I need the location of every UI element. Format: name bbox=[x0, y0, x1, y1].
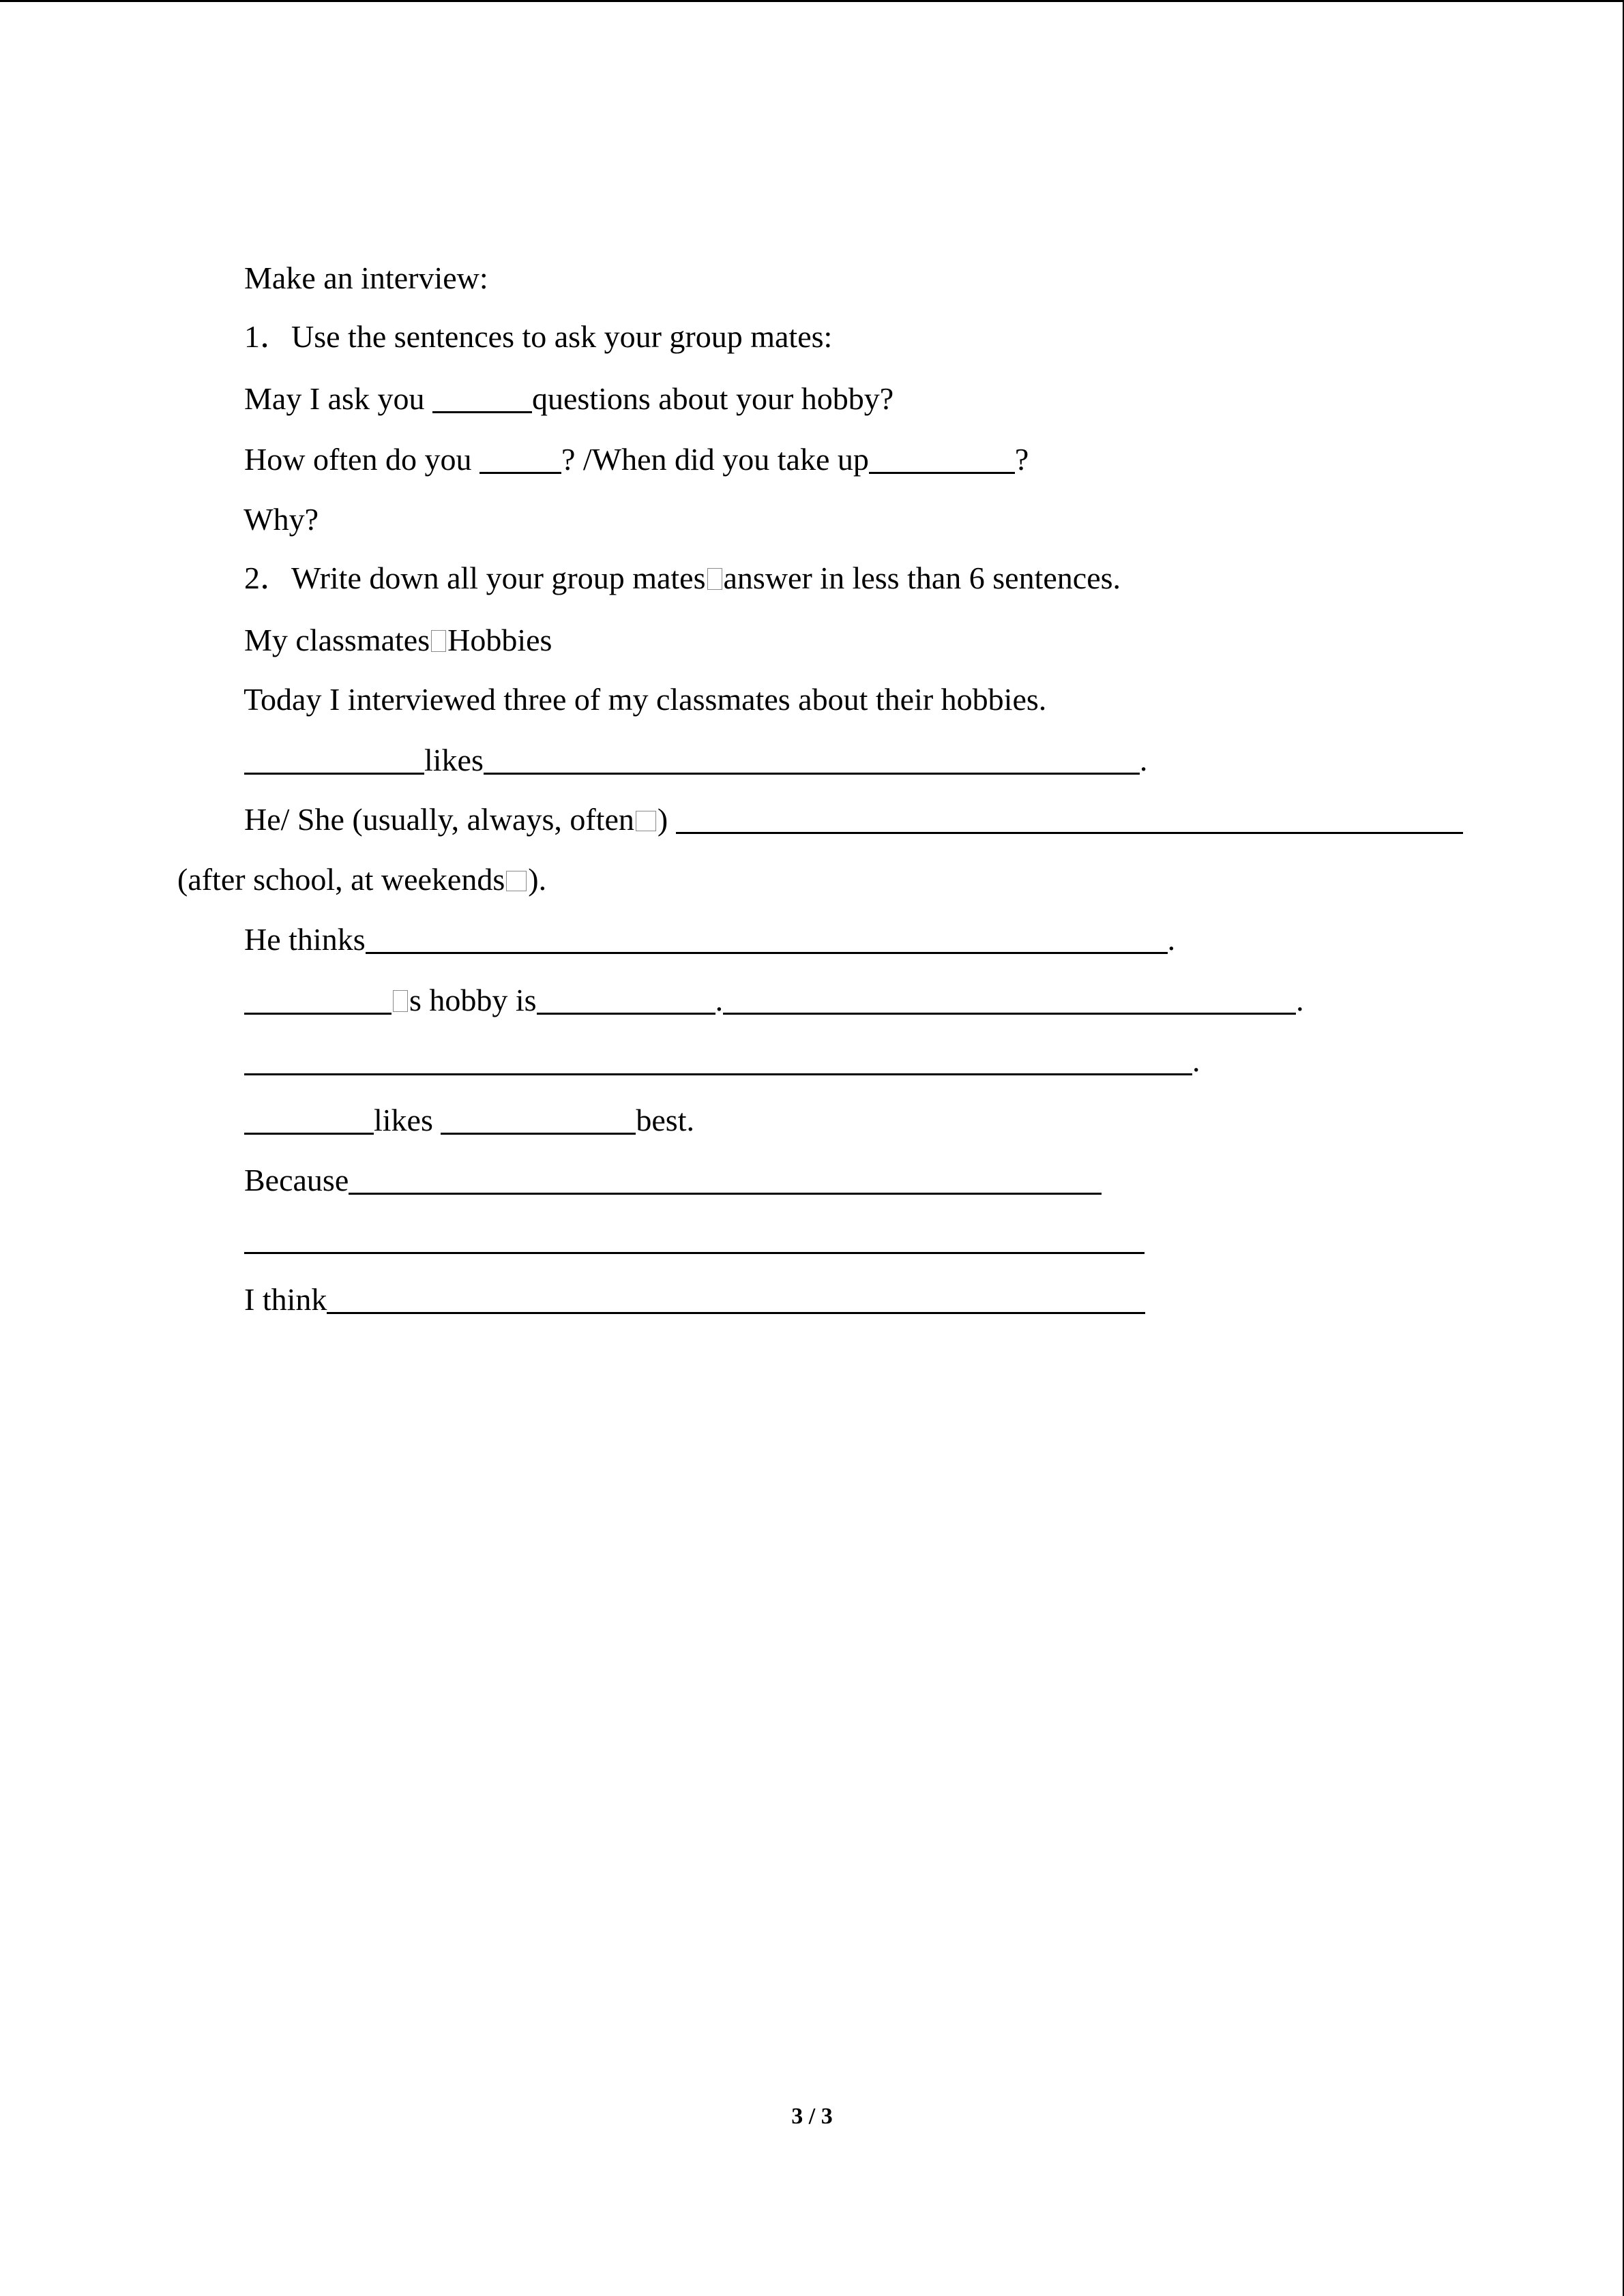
missing-glyph-icon bbox=[707, 568, 722, 590]
task-2-number: 2． bbox=[244, 561, 291, 595]
question-1-end: questions about your hobby? bbox=[531, 381, 894, 416]
missing-glyph-icon bbox=[636, 811, 656, 831]
s-hobby-text: s hobby is bbox=[409, 983, 537, 1017]
question-2-mid: ? /When did you take up bbox=[561, 442, 869, 477]
because-text: Because bbox=[244, 1163, 349, 1197]
task-2-text-end: answer in less than 6 sentences. bbox=[723, 561, 1121, 595]
intro-text: Make an interview: bbox=[244, 260, 488, 295]
he-thinks-text: He thinks bbox=[244, 922, 366, 957]
period: . bbox=[1296, 983, 1304, 1017]
question-2 bbox=[213, 398, 1029, 521]
he-she-text: He/ She (usually, always, often bbox=[244, 802, 634, 837]
likes-word-2: likes bbox=[374, 1103, 441, 1137]
page-number: 3 / 3 bbox=[791, 2104, 833, 2129]
question-2-start: How often do you bbox=[244, 442, 479, 477]
essay-title-end: Hobbies bbox=[447, 623, 552, 657]
he-she-close: ) bbox=[657, 802, 668, 837]
task-1-text: Use the sentences to ask your group mates: bbox=[291, 319, 833, 354]
likes-word: likes bbox=[424, 743, 484, 777]
period: . bbox=[715, 983, 724, 1017]
best-text: best. bbox=[636, 1103, 694, 1137]
after-school-close: ). bbox=[528, 862, 547, 897]
question-1-start: May I ask you bbox=[244, 381, 432, 416]
i-think-text: I think bbox=[244, 1282, 327, 1317]
question-2-end: ? bbox=[1014, 442, 1029, 477]
blank-activity[interactable] bbox=[479, 441, 561, 474]
question-3-text: Why? bbox=[243, 502, 319, 537]
essay-title-start: My classmates bbox=[244, 623, 430, 657]
after-school-text: (after school, at weekends bbox=[177, 862, 505, 897]
period: . bbox=[1192, 1043, 1200, 1078]
period: . bbox=[1167, 922, 1176, 957]
task-2-text-start: Write down all your group mates bbox=[291, 561, 706, 595]
blank-conclusion[interactable] bbox=[327, 1281, 1145, 1314]
essay-intro-text: Today I interviewed three of my classmates about their hobbies. bbox=[243, 682, 1047, 717]
essay-line-i-think bbox=[213, 1238, 1145, 1361]
period: . bbox=[1139, 743, 1148, 777]
blank-take-up[interactable] bbox=[869, 441, 1015, 474]
task-1-number: 1． bbox=[244, 319, 291, 354]
blank-frequency-activity[interactable] bbox=[676, 801, 1463, 834]
